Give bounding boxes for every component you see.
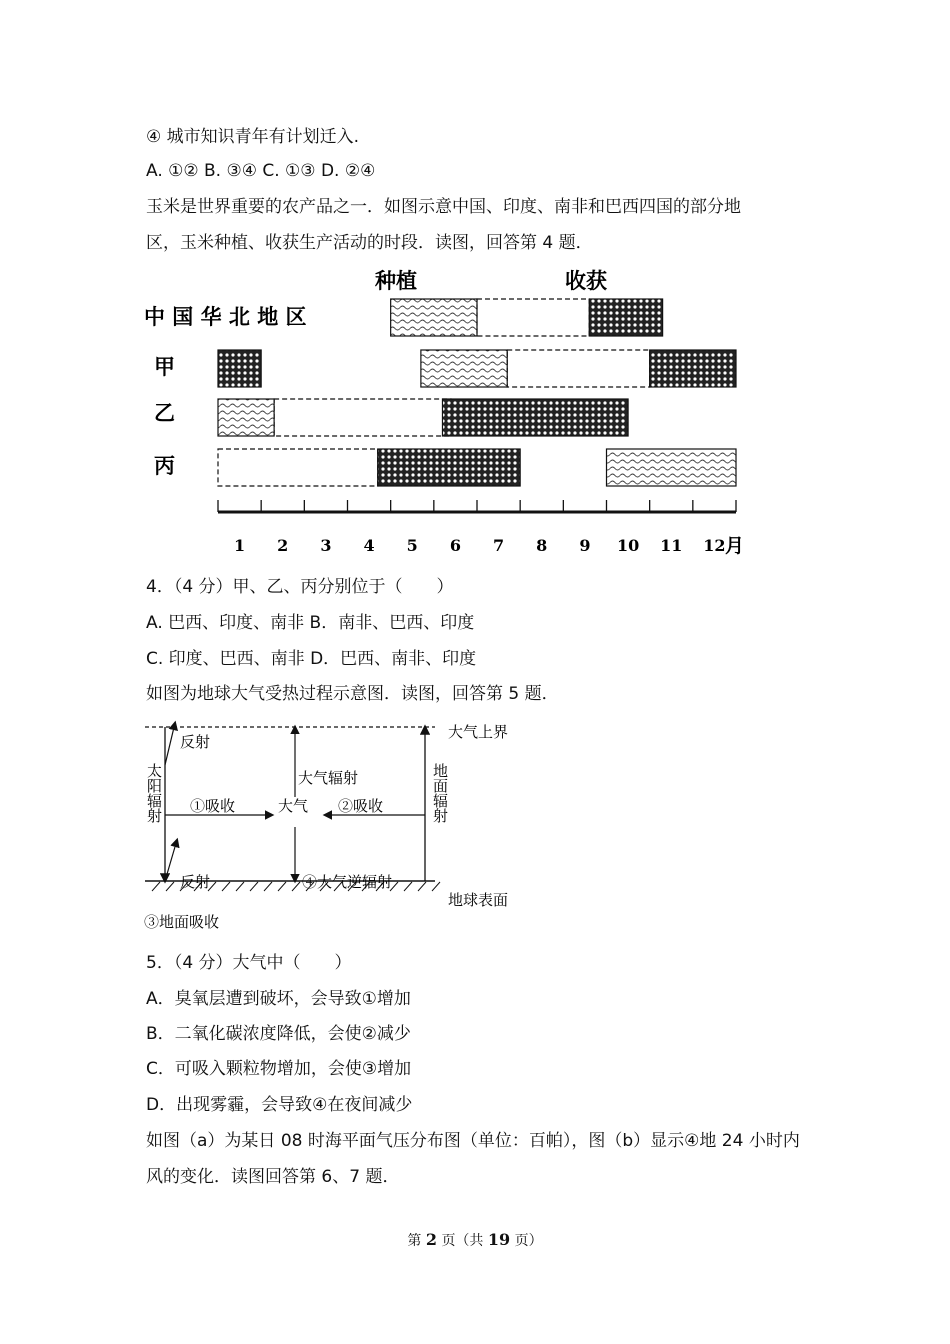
atmosphere-label: 大气 <box>278 797 309 815</box>
ground-radiation-label: 地面辐射 <box>431 763 449 823</box>
top-boundary-label: 大气上界 <box>448 723 509 741</box>
bar-row1-seg2-growing <box>507 350 649 387</box>
harvest-header: 收获 <box>565 268 607 293</box>
reflect-bottom-label: 反射 <box>180 873 211 891</box>
question-5-option-c: C．可吸入颗粒物增加，会使③增加 <box>146 1059 412 1079</box>
bar-row1-seg3-harvest <box>650 350 736 387</box>
footer-prefix: 第 <box>407 1233 422 1249</box>
footer-suffix: 页） <box>514 1233 543 1249</box>
footer-page-number: 2 <box>425 1230 437 1249</box>
x-tick-label-9: 9 <box>579 536 591 555</box>
bar-row1-seg1-plant <box>421 350 507 387</box>
absorb-2-label: ②吸收 <box>338 797 384 815</box>
text-line-6: 如图（a）为某日 08 时海平面气压分布图（单位：百帕），图（b）显示④地 24 小时内 <box>146 1131 800 1151</box>
bar-row2-seg0-plant <box>218 399 274 436</box>
page-footer <box>0 1230 950 1250</box>
footer-mid: 页（共 <box>441 1233 484 1249</box>
absorb-1-label: ①吸收 <box>190 797 236 815</box>
row-label-1: 甲 <box>154 354 175 379</box>
bar-row3-seg0-growing <box>218 449 378 486</box>
question-4: 4．（4 分）甲、乙、丙分别位于（ ） <box>146 577 454 597</box>
x-axis-unit: 月 <box>725 535 745 557</box>
bar-row3-seg2-plant <box>607 449 737 486</box>
x-tick-label-10: 10 <box>616 536 640 555</box>
text-line-4: 区，玉米种植、收获生产活动的时段．读图，回答第 4 题． <box>146 233 593 253</box>
solar-radiation-label: 太阳辐射 <box>145 763 163 823</box>
x-tick-label-12: 12 <box>703 536 726 555</box>
atm-radiation-label: 大气辐射 <box>298 769 359 787</box>
question-5-option-a: A．臭氧层遭到破坏，会导致①增加 <box>146 989 411 1009</box>
bar-row0-seg2-harvest <box>589 299 662 336</box>
reflect-top-label: 反射 <box>180 733 211 751</box>
x-tick-label-4: 4 <box>363 536 375 555</box>
bar-row3-seg1-harvest <box>378 449 520 486</box>
question-4-options-ab: A. 巴西、印度、南非 B．南非、巴西、印度 <box>146 613 475 633</box>
x-tick-label-6: 6 <box>449 536 461 555</box>
x-tick-label-11: 11 <box>660 536 683 555</box>
question-5-option-d: D．出现雾霾，会导致④在夜间减少 <box>146 1095 413 1115</box>
question-5-option-b: B．二氧化碳浓度降低，会使②减少 <box>146 1024 411 1044</box>
bar-row1-seg0-harvest <box>218 350 261 387</box>
bar-row2-seg2-harvest <box>442 399 628 436</box>
question-5: 5．（4 分）大气中（ ） <box>146 953 352 973</box>
row-label-2: 乙 <box>154 400 175 425</box>
bar-row0-seg1-growing <box>477 299 589 336</box>
row-label-0: 中 国 华 北 地 区 <box>144 304 307 329</box>
text-line-3: 玉米是世界重要的农产品之一．如图示意中国、印度、南非和巴西四国的部分地 <box>146 197 741 217</box>
reflect-top-arrow <box>165 723 175 765</box>
text-line-1: ④ 城市知识青年有计划迁入. <box>146 127 360 147</box>
reflect-bottom-arrow <box>165 840 177 881</box>
footer-total-pages: 19 <box>487 1230 511 1249</box>
bar-row2-seg1-growing <box>274 399 451 436</box>
x-tick-label-5: 5 <box>406 536 418 555</box>
text-line-7: 风的变化．读图回答第 6、7 题． <box>146 1167 400 1187</box>
x-tick-label-1: 1 <box>234 536 246 555</box>
ground-absorb-label: ③地面吸收 <box>144 913 220 931</box>
counter-radiation-label: ④大气逆辐射 <box>302 873 393 891</box>
text-line-5: 如图为地球大气受热过程示意图．读图，回答第 5 题． <box>146 684 559 704</box>
x-tick-label-8: 8 <box>536 536 548 555</box>
plant-header: 种植 <box>375 268 417 293</box>
surface-label: 地球表面 <box>448 891 509 909</box>
text-line-2: A. ①② B. ③④ C. ①③ D. ②④ <box>146 161 376 181</box>
x-tick-label-7: 7 <box>493 536 505 555</box>
row-label-3: 丙 <box>154 453 175 478</box>
bar-row0-seg0-plant <box>391 299 477 336</box>
corn-timeline-chart <box>140 262 780 562</box>
x-tick-label-2: 2 <box>277 536 289 555</box>
question-4-options-cd: C. 印度、巴西、南非 D．巴西、南非、印度 <box>146 649 477 669</box>
x-tick-label-3: 3 <box>320 536 332 555</box>
atmosphere-heating-diagram <box>140 715 540 935</box>
